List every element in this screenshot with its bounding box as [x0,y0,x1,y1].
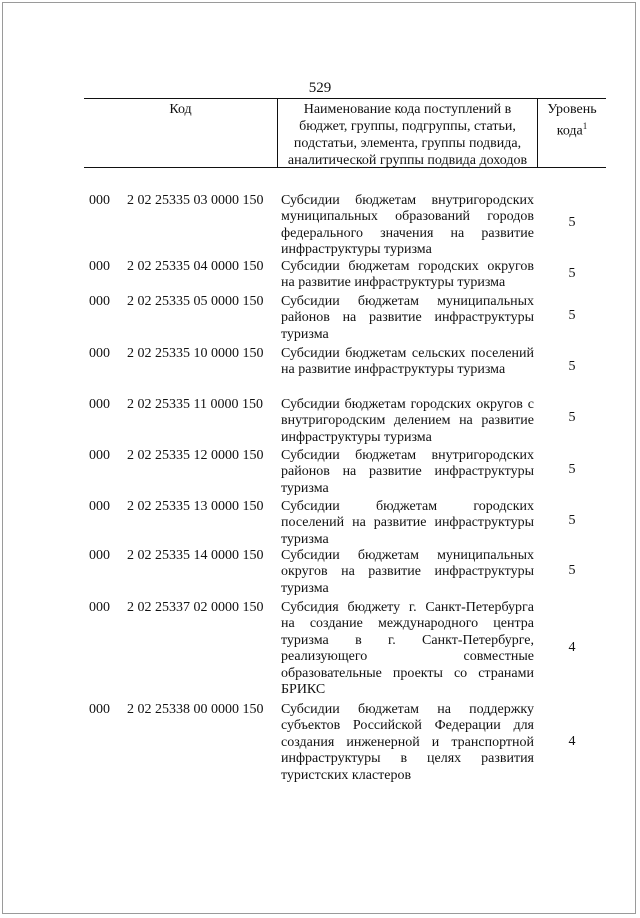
row-name: Субсидии бюджетам внутригородских районов на развитие инфраструктуры туризма [281,448,534,496]
row-name: Субсидии бюджетам муниципальных округов на развитие инфраструктуры туризма [281,548,534,596]
row-code: 2 02 25335 10 0000 150 [127,346,264,361]
row-prefix: 000 [89,294,110,309]
row-prefix: 000 [89,702,110,717]
header-code: Код [84,99,278,167]
row-code: 2 02 25335 12 0000 150 [127,448,264,463]
row-code: 2 02 25335 14 0000 150 [127,548,264,563]
row-level: 5 [568,513,576,528]
row-name: Субсидии бюджетам городских округов на развитие инфраструктуры туризма [281,259,534,291]
row-name: Субсидии бюджетам на поддержку субъектов Российской Федерации для создания инженерной и транспортной инфраструктуры в целях развития туристских кластеров [281,702,534,783]
row-level: 5 [568,410,576,425]
header-level-footnote: 1 [582,121,588,131]
header-level-text: Уровень код [547,102,597,139]
page-number: 529 [308,80,332,96]
row-code: 2 02 25335 04 0000 150 [127,259,264,274]
row-prefix: 000 [89,548,110,563]
row-prefix: 000 [89,346,110,361]
row-code: 2 02 25337 02 0000 150 [127,600,264,615]
row-name: Субсидии бюджетам внутригородских муниципальных образований городов федерального значения на развитие инфраструктуры туризма [281,193,534,258]
header-name: Наименование кода поступлений в бюджет, группы, подгруппы, статьи, подстатьи, элемента, группы подвида, аналитической группы подвида доходов [278,99,538,167]
row-level: 4 [568,640,576,655]
row-level: 5 [568,266,576,281]
row-level: 5 [568,308,576,323]
row-level: 5 [568,359,576,374]
row-prefix: 000 [89,193,110,208]
row-name: Субсидии бюджетам городских поселений на развитие инфраструктуры туризма [281,499,534,547]
row-code: 2 02 25335 13 0000 150 [127,499,264,514]
row-code: 2 02 25338 00 0000 150 [127,702,264,717]
row-name: Субсидии бюджетам муниципальных районов на развитие инфраструктуры туризма [281,294,534,342]
row-prefix: 000 [89,600,110,615]
row-prefix: 000 [89,448,110,463]
row-name: Субсидии бюджетам городских округов с внутригородским делением на развитие инфраструктуры туризма [281,397,534,445]
row-prefix: 000 [89,397,110,412]
row-name: Субсидия бюджету г. Санкт-Петербурга на создание международного центра туризма в г. Санкт-Петербурге, реализующего совместные образовательные проекты со странами БРИКС [281,600,534,698]
row-code: 2 02 25335 11 0000 150 [127,397,263,412]
row-name: Субсидии бюджетам сельских поселений на развитие инфраструктуры туризма [281,346,534,378]
header-level [538,99,606,167]
row-code: 2 02 25335 05 0000 150 [127,294,264,309]
row-level: 5 [568,563,576,578]
row-level: 4 [568,734,576,749]
row-code: 2 02 25335 03 0000 150 [127,193,264,208]
table-header [84,98,606,168]
row-level: 5 [568,462,576,477]
header-level-tail: а [576,123,583,139]
row-level: 5 [568,215,576,230]
row-prefix: 000 [89,499,110,514]
row-prefix: 000 [89,259,110,274]
